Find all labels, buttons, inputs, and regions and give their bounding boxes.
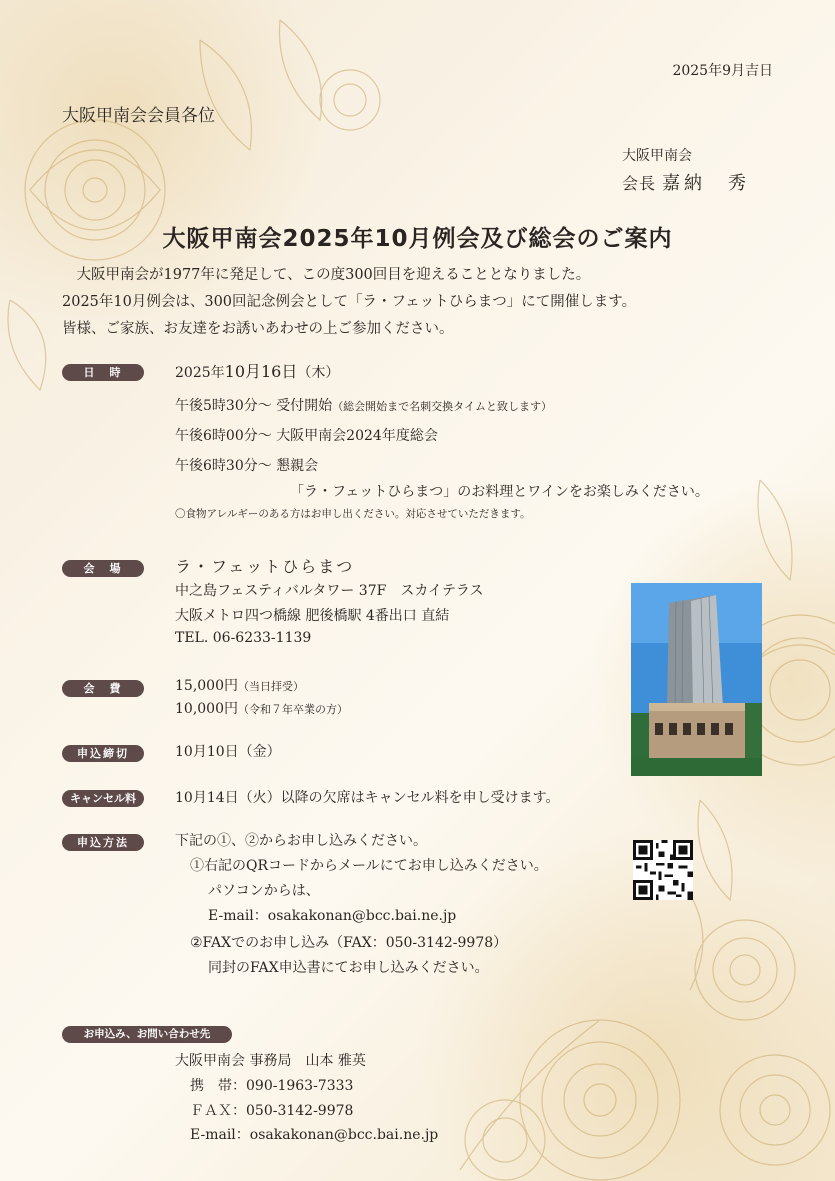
apply-line: ①右記のQRコードからメールにてお申し込みください。 bbox=[190, 858, 548, 874]
fee-item: 10,000円（令和７年卒業の方） bbox=[175, 701, 348, 717]
intro-line: 大阪甲南会が1977年に発足して、この度300回目を迎えることとなりました。 bbox=[62, 267, 591, 283]
contact-fax: ＦＡＸ：050-3142-9978 bbox=[190, 1103, 354, 1119]
apply-line: ②FAXでのお申し込み（FAX：050-3142-9978） bbox=[190, 935, 508, 951]
deadline-badge: 申込締切 bbox=[62, 745, 144, 762]
venue-access: 大阪メトロ四つ橋線 肥後橋駅 4番出口 直結 bbox=[175, 608, 450, 624]
schedule-item: 午後6時30分～ 懇親会 bbox=[175, 458, 319, 474]
building-photo bbox=[631, 583, 762, 776]
cancel-value: 10月14日（火）以降の欠席はキャンセル料を申し受けます。 bbox=[175, 790, 560, 806]
schedule-item: 午後5時30分～ 受付開始（総会開始まで名刺交換タイムと致します） bbox=[175, 398, 552, 414]
cancel-badge: キャンセル料 bbox=[62, 790, 144, 807]
apply-line: 下記の①、②からお申し込みください。 bbox=[175, 833, 427, 849]
venue-address: 中之島フェスティバルタワー 37F スカイテラス bbox=[175, 583, 484, 599]
contact-email[interactable]: E-mail：osakakonan@bcc.bai.ne.jp bbox=[190, 1127, 439, 1143]
schedule-badge: 日 時 bbox=[62, 364, 144, 381]
intro-line: 2025年10月例会は、300回記念例会として「ラ・フェットひらまつ」にて開催します。 bbox=[62, 294, 637, 310]
qr-code[interactable] bbox=[633, 840, 693, 900]
allergy-note: 〇食物アレルギーのある方はお申し出ください。対応させていただきます。 bbox=[175, 508, 531, 520]
apply-badge: 申込方法 bbox=[62, 834, 144, 851]
page-title: 大阪甲南会2025年10月例会及び総会のご案内 bbox=[162, 226, 673, 252]
president-title: 会長 bbox=[622, 174, 657, 193]
event-date-main: 10月16日 bbox=[224, 362, 298, 381]
apply-email[interactable]: E-mail：osakakonan@bcc.bai.ne.jp bbox=[208, 908, 457, 924]
contact-badge: お申込み、お問い合わせ先 bbox=[62, 1026, 232, 1043]
sender-president bbox=[622, 169, 750, 195]
sender-org: 大阪甲南会 bbox=[622, 148, 692, 164]
fee-item: 15,000円（当日拝受） bbox=[175, 678, 304, 694]
apply-line: パソコンからは、 bbox=[208, 883, 320, 899]
contact-mobile: 携 帯：090-1963-7333 bbox=[190, 1078, 354, 1094]
fee-badge: 会 費 bbox=[62, 680, 144, 697]
contact-office: 大阪甲南会 事務局 山本 雅英 bbox=[175, 1053, 366, 1069]
venue-name: ラ・フェットひらまつ bbox=[175, 557, 355, 576]
party-description: 「ラ・フェットひらまつ」のお料理とワインをお楽しみください。 bbox=[290, 484, 709, 500]
apply-line: 同封のFAX申込書にてお申し込みください。 bbox=[208, 960, 489, 976]
deadline-value: 10月10日（金） bbox=[175, 744, 281, 760]
intro-text bbox=[62, 262, 636, 343]
event-date: 2025年10月16日（木） bbox=[175, 362, 340, 381]
venue-tel: TEL. 06-6233-1139 bbox=[175, 630, 312, 646]
venue-badge: 会 場 bbox=[62, 560, 144, 577]
issue-date: 2025年9月吉日 bbox=[672, 63, 773, 79]
addressee: 大阪甲南会会員各位 bbox=[62, 106, 215, 126]
intro-line: 皆様、ご家族、お友達をお誘いあわせの上ご参加ください。 bbox=[62, 321, 454, 337]
schedule-item: 午後6時00分～ 大阪甲南会2024年度総会 bbox=[175, 428, 438, 444]
president-name: 嘉納 秀 bbox=[662, 173, 751, 194]
